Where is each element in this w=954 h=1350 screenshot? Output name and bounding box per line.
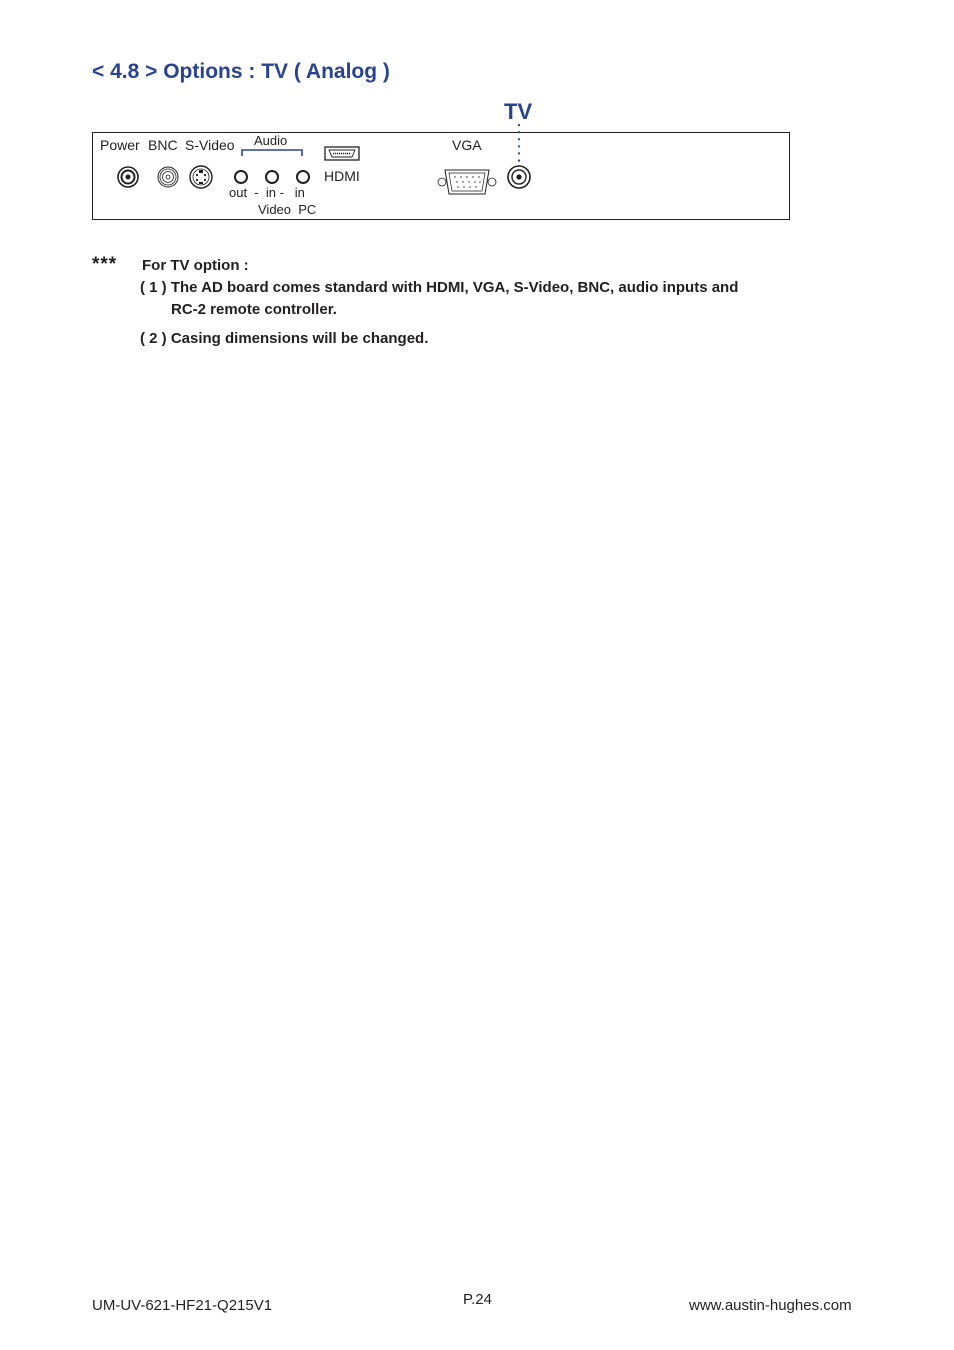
connector-drawings xyxy=(0,0,954,260)
audio-video-in-jack-icon xyxy=(266,171,278,183)
bnc-label: BNC xyxy=(148,137,178,153)
power-connector-icon xyxy=(118,167,138,187)
note-asterisks: *** xyxy=(92,254,118,275)
tv-antenna-connector-icon xyxy=(508,166,530,188)
section-title: < 4.8 > Options : TV ( Analog ) xyxy=(92,60,390,83)
audio-bracket xyxy=(242,150,302,156)
audio-label: Audio xyxy=(254,133,288,148)
footer-document-id: UM-UV-621-HF21-Q215V1 xyxy=(92,1297,273,1314)
note-item-1: ( 1 ) The AD board comes standard with HDMI, VGA, S-Video, BNC, audio inputs and xyxy=(140,279,739,296)
footer-page-number: P.24 xyxy=(463,1291,492,1308)
note-heading: For TV option : xyxy=(142,257,249,274)
bnc-connector-icon xyxy=(158,167,178,187)
svideo-connector-icon xyxy=(190,166,212,188)
note-item-2: ( 2 ) Casing dimensions will be changed. xyxy=(140,330,429,347)
power-label: Power xyxy=(100,137,140,153)
svideo-label: S-Video xyxy=(185,137,235,153)
tv-callout-label: TV xyxy=(504,99,533,124)
hdmi-label: HDMI xyxy=(324,168,360,184)
audio-sublabel-video-pc: Video PC xyxy=(258,202,317,217)
audio-sublabel: out - in - in xyxy=(229,185,305,200)
audio-pc-in-jack-icon xyxy=(297,171,309,183)
footer-website: www.austin-hughes.com xyxy=(689,1297,852,1314)
vga-port-icon xyxy=(438,170,496,194)
audio-out-jack-icon xyxy=(235,171,247,183)
vga-label: VGA xyxy=(452,137,482,153)
note-item-1-continued: RC-2 remote controller. xyxy=(171,301,337,318)
hdmi-port-icon xyxy=(325,147,359,160)
